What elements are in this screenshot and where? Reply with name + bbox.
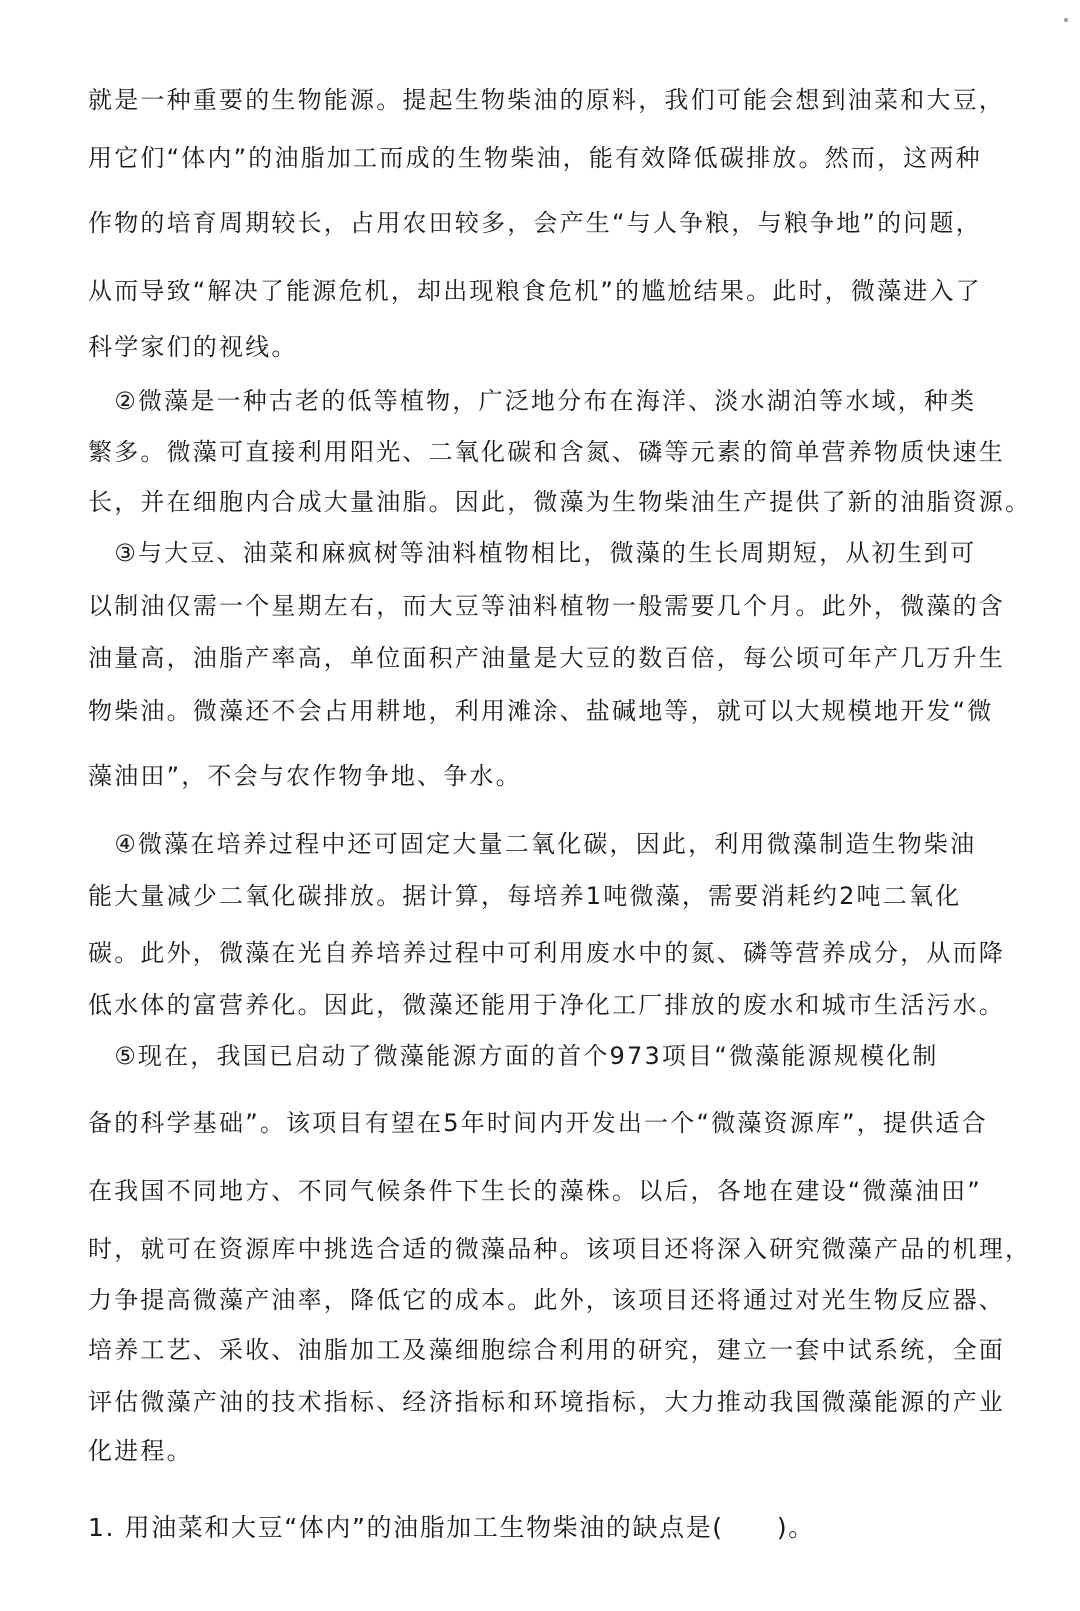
text-line: 物柴油。微藻还不会占用耕地，利用滩涂、盐碱地等，就可以大规模地开发“微 <box>88 697 994 725</box>
scan-mark <box>1064 18 1068 22</box>
text-line: 低水体的富营养化。因此，微藻还能用于净化工厂排放的废水和城市生活污水。 <box>88 991 1005 1019</box>
text-line: 长，并在细胞内合成大量油脂。因此，微藻为生物柴油生产提供了新的油脂资源。 <box>88 488 1032 516</box>
text-line: 力争提高微藻产油率，降低它的成本。此外，该项目还将通过对光生物反应器、 <box>88 1286 1005 1314</box>
text-line: 化进程。 <box>88 1437 193 1465</box>
paragraph-2-line: ②微藻是一种古老的低等植物，广泛地分布在海洋、淡水湖泊等水域，种类 <box>88 387 977 415</box>
text-line: 藻油田”，不会与农作物争地、争水。 <box>88 762 522 790</box>
question-1: 1. 用油菜和大豆“体内”的油脂加工生物柴油的缺点是( )。 <box>88 1513 815 1542</box>
paragraph-3-line: ③与大豆、油菜和麻疯树等油料植物相比，微藻的生长周期短，从初生到可 <box>88 539 977 567</box>
text-line: 在我国不同地方、不同气候条件下生长的藻株。以后，各地在建设“微藻油田” <box>88 1177 982 1205</box>
text-line: 能大量减少二氧化碳排放。据计算，每培养1吨微藻，需要消耗约2吨二氧化 <box>88 882 962 910</box>
paragraph-4-line: ④微藻在培养过程中还可固定大量二氧化碳，因此，利用微藻制造生物柴油 <box>88 830 977 858</box>
text-line: 科学家们的视线。 <box>88 333 298 361</box>
text-line: 培养工艺、采收、油脂加工及藻细胞综合利用的研究，建立一套中试系统，全面 <box>88 1336 1005 1364</box>
text-line: 用它们“体内”的油脂加工而成的生物柴油，能有效降低碳排放。然而，这两种 <box>88 144 982 172</box>
text-line: 时，就可在资源库中挑选合适的微藻品种。该项目还将深入研究微藻产品的机理， <box>88 1235 1032 1263</box>
text-line: 油量高，油脂产率高，单位面积产油量是大豆的数百倍，每公顷可年产几万升生 <box>88 644 1005 672</box>
text-line: 作物的培育周期较长，占用农田较多，会产生“与人争粮，与粮争地”的问题， <box>88 209 982 237</box>
text-line: 就是一种重要的生物能源。提起生物柴油的原料，我们可能会想到油菜和大豆， <box>88 86 1005 114</box>
text-line: 繁多。微藻可直接利用阳光、二氧化碳和含氮、磷等元素的简单营养物质快速生 <box>88 438 1005 466</box>
text-line: 以制油仅需一个星期左右，而大豆等油料植物一般需要几个月。此外，微藻的含 <box>88 592 1005 620</box>
text-line: 评估微藻产油的技术指标、经济指标和环境指标，大力推动我国微藻能源的产业 <box>88 1388 1005 1416</box>
text-line: 碳。此外，微藻在光自养培养过程中可利用废水中的氮、磷等营养成分，从而降 <box>88 939 1005 967</box>
paragraph-5-line: ⑤现在，我国已启动了微藻能源方面的首个973项目“微藻能源规模化制 <box>88 1042 939 1070</box>
text-line: 从而导致“解决了能源危机，却出现粮食危机”的尴尬结果。此时，微藻进入了 <box>88 277 982 305</box>
text-line: 备的科学基础”。该项目有望在5年时间内开发出一个“微藻资源库”，提供适合 <box>88 1109 988 1137</box>
